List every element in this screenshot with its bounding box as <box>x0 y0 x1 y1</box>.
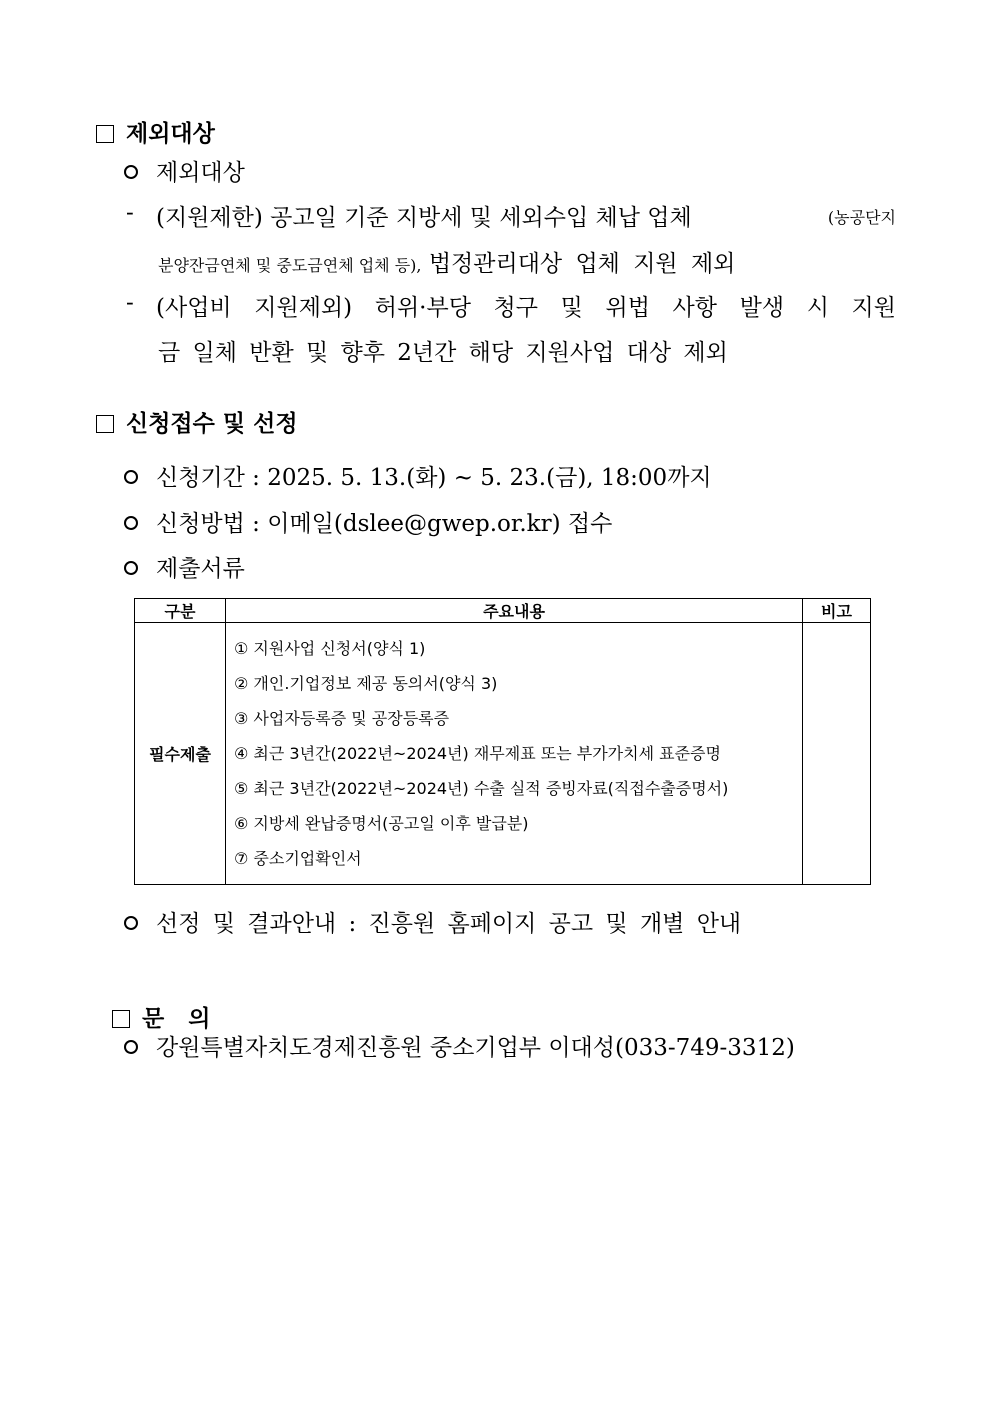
category-cell: 필수제출 <box>135 623 226 885</box>
circle-bullet-icon <box>124 561 138 575</box>
documents-table <box>134 598 871 885</box>
header-content: 주요내용 <box>226 599 803 623</box>
list-item: ④ 최근 3년간(2022년~2024년) 재무제표 또는 부가가치세 표준증명 <box>234 744 721 763</box>
checkbox-square-icon <box>96 125 114 143</box>
list-item: ① 지원사업 신청서(양식 1) <box>234 639 426 658</box>
items-cell <box>226 623 803 885</box>
exclusion-item-1-line-1: (지원제한) 공고일 기준 지방세 및 세외수입 체납 업체 (농공단지 <box>156 205 896 231</box>
circle-bullet-icon <box>124 470 138 484</box>
header-note: 비고 <box>803 599 871 623</box>
list-item: ② 개인.기업정보 제공 동의서(양식 3) <box>234 674 498 693</box>
bullet-selection-result: 선정 및 결과안내 : 진흥원 홈페이지 공고 및 개별 안내 <box>124 905 741 938</box>
circle-bullet-icon <box>124 916 138 930</box>
exclusion-item-1-line-2: 분양잔금연체 및 중도금연체 업체 등), 법정관리대상 업체 지원 제외 <box>158 251 736 277</box>
exclusion-item-2-line-2: 금 일체 반환 및 향후 2년간 해당 지원사업 대상 제외 <box>158 340 728 366</box>
section-heading-application: 신청접수 및 선정 <box>96 405 298 438</box>
circle-bullet-icon <box>124 165 138 179</box>
header-category: 구분 <box>135 599 226 623</box>
list-item: ⑤ 최근 3년간(2022년~2024년) 수출 실적 증빙자료(직접수출증명서) <box>234 779 729 798</box>
checkbox-square-icon <box>112 1010 130 1028</box>
circle-bullet-icon <box>124 1040 138 1054</box>
list-item: ③ 사업자등록증 및 공장등록증 <box>234 709 450 728</box>
section-heading-exclusion: 제외대상 <box>96 115 215 148</box>
list-item: ⑦ 중소기업확인서 <box>234 849 362 868</box>
list-item: ⑥ 지방세 완납증명서(공고일 이후 발급분) <box>234 814 529 833</box>
note-cell <box>803 623 871 885</box>
section-heading-inquiry: 문 의 <box>96 974 210 1033</box>
bullet-contact: 강원특별자치도경제진흥원 중소기업부 이대성(033-749-3312) <box>124 1029 795 1062</box>
bullet-exclusion: 제외대상 <box>124 154 245 187</box>
table-header-row <box>135 599 871 623</box>
exclusion-item-2-line-1: (사업비 지원제외) 허위·부당 청구 및 위법 사항 발생 시 지원 <box>156 295 896 321</box>
circle-bullet-icon <box>124 516 138 530</box>
dash-marker: - <box>126 200 134 226</box>
checkbox-square-icon <box>96 415 114 433</box>
bullet-application-method: 신청방법 : 이메일(dslee@gwep.or.kr) 접수 <box>124 505 612 538</box>
bullet-documents: 제출서류 <box>124 550 245 583</box>
table-row <box>135 623 871 885</box>
bullet-application-period: 신청기간 : 2025. 5. 13.(화) ~ 5. 23.(금), 18:00까지 <box>124 459 712 492</box>
dash-marker: - <box>126 290 134 316</box>
